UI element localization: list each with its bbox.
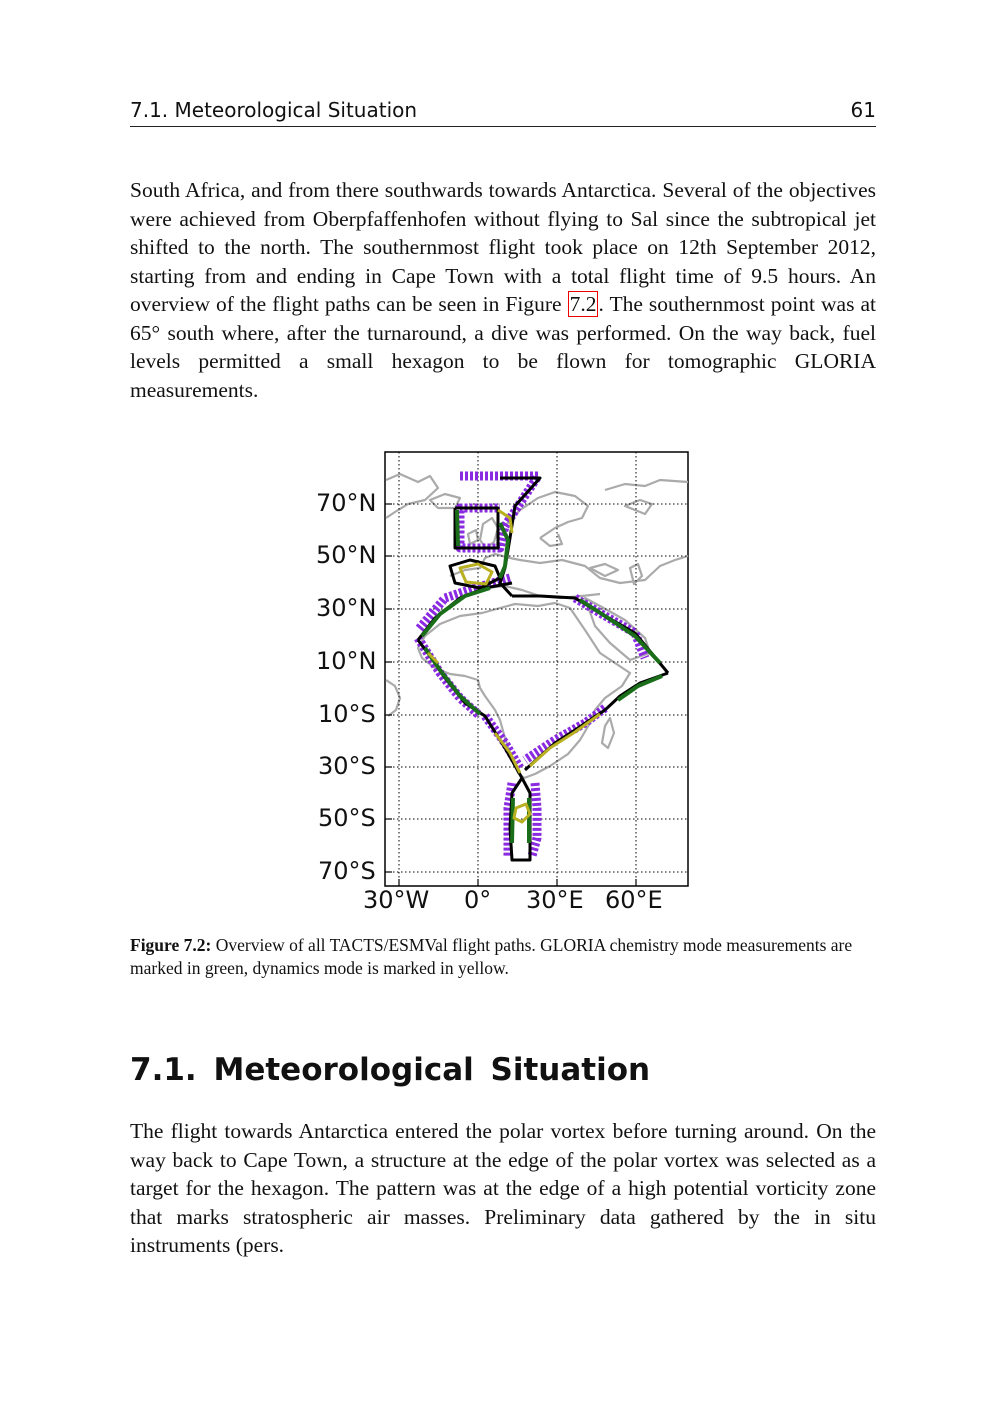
lat-label-50n: 50°N [316, 541, 377, 569]
lon-label-0: 0° [464, 886, 492, 914]
lat-label-10s: 10°S [318, 700, 376, 728]
intro-text-2: . The southernmost point was at 65° south where, after the turnaround, a dive was performed. On the way back, fuel levels permitted a small hexagon to be flown for tomographic GLORIA measurements. [130, 292, 876, 402]
lon-label-30w: 30°W [363, 886, 430, 914]
chem-north-loop [457, 510, 458, 546]
page-number: 61 [850, 98, 876, 122]
lat-label-70n: 70°N [316, 489, 377, 517]
lat-label-10n: 10°N [316, 647, 377, 675]
figure-reference-link[interactable]: 7.2 [569, 292, 597, 316]
figure-caption [130, 934, 876, 980]
lat-label-30s: 30°S [318, 752, 376, 780]
lat-label-70s: 70°S [318, 857, 376, 885]
intro-text-1: South Africa, and from there southwards towards Antarctica. Several of the objectives were achieved from Oberpfaffenhofen without flying to Sal since the subtropical jet shifted to the north. The southernmost flight took place on 12th September 2012, starting from and ending in Cape Town with a total flight time of 9.5 hours. An overview of the flight paths can be seen in Figure [130, 178, 876, 316]
body-paragraph: The flight towards Antarctica entered the polar vortex before turning around. On the way back to Cape Town, a structure at the edge of the polar vortex was selected as a target for the hexagon. The pattern was at the edge of a high potential vorticity zone that marks stratospheric air masses. Preliminary data gathered by the in situ instruments (pers. [130, 1119, 876, 1257]
intro-paragraph [130, 176, 876, 404]
lon-label-60e: 60°E [605, 886, 663, 914]
flight-paths-figure [300, 448, 700, 928]
caption-label: Figure 7.2: [130, 935, 212, 955]
caption-text: Overview of all TACTS/ESMVal flight paths. GLORIA chemistry mode measurements are marked in green, dynamics mode is marked in yellow. [130, 935, 853, 978]
flight-map [300, 448, 700, 928]
lat-label-50s: 50°S [318, 804, 376, 832]
section-heading: 7.1. Meteorological Situation [130, 1052, 651, 1088]
lon-label-30e: 30°E [526, 886, 584, 914]
running-head [130, 98, 876, 127]
running-head-section: 7.1. Meteorological Situation [130, 98, 418, 122]
lat-label-30n: 30°N [316, 594, 377, 622]
